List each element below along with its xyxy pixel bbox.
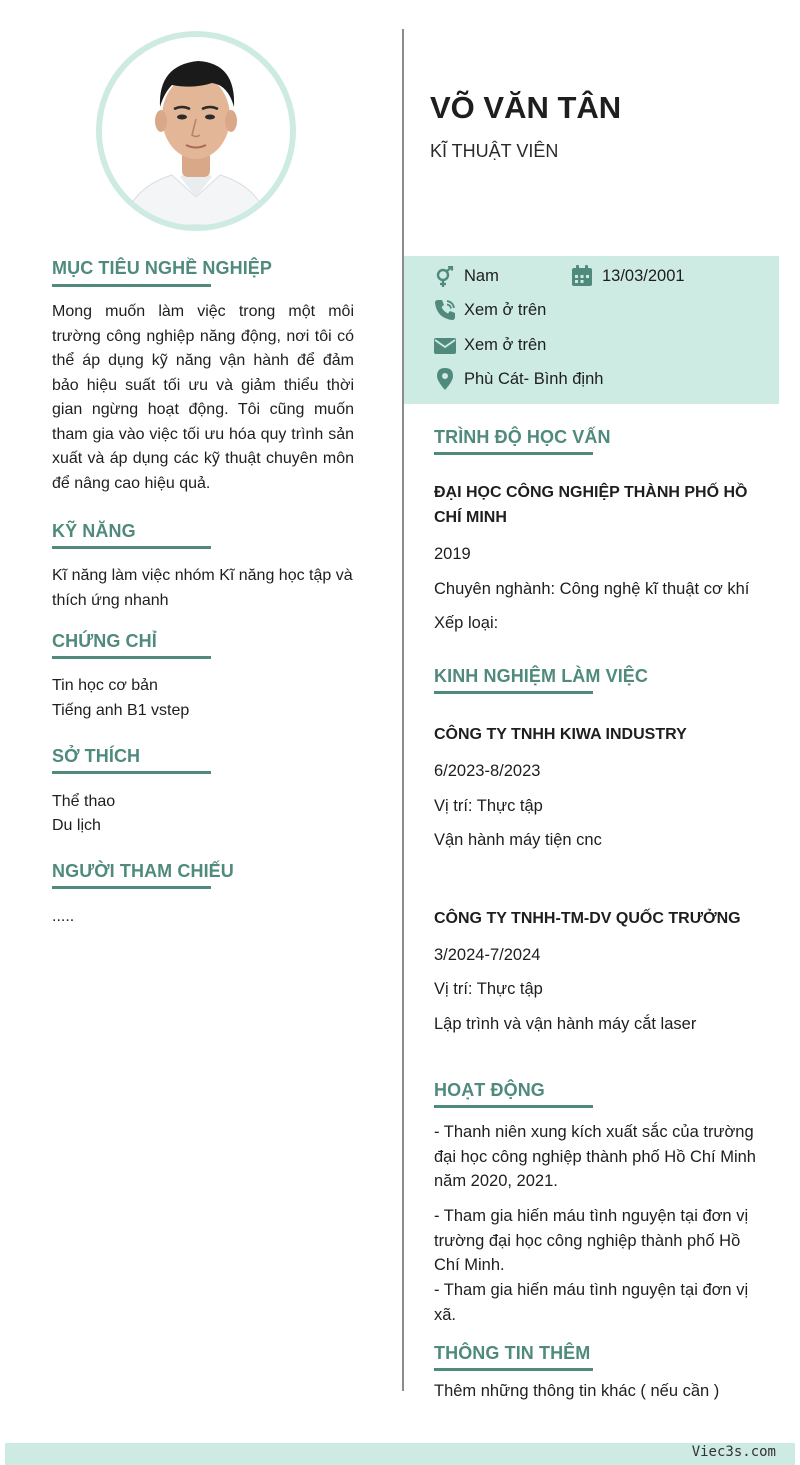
email-value: Xem ở trên — [464, 336, 547, 354]
education-major: Chuyên nghành: Công nghệ kĩ thuật cơ khí — [434, 580, 750, 598]
cert-item: Tin học cơ bản — [52, 677, 158, 694]
skills-text: Kĩ năng làm việc nhóm Kĩ năng học tập và thích ứng nhanh — [52, 567, 353, 609]
portrait-photo — [102, 37, 290, 225]
references-underline — [52, 886, 211, 889]
education-heading: TRÌNH ĐỘ HỌC VẤN — [434, 427, 611, 447]
certs-underline — [52, 656, 211, 659]
company-name: CÔNG TY TNHH KIWA INDUSTRY — [434, 726, 687, 743]
references-text: ..... — [52, 908, 75, 925]
job-period: 6/2023-8/2023 — [434, 762, 541, 780]
mail-icon — [434, 335, 456, 357]
footer-watermark[interactable]: Viec3s.com — [691, 1444, 776, 1460]
job-position: Vị trí: Thực tập — [434, 797, 543, 815]
school-name: ĐẠI HỌC CÔNG NGHIỆP THÀNH PHỐ HỒ — [434, 484, 748, 501]
column-divider — [402, 29, 404, 1391]
experience-underline — [434, 691, 593, 694]
job-title: KĨ THUẬT VIÊN — [430, 141, 559, 161]
location-icon — [434, 368, 456, 390]
certs-heading: CHỨNG CHỈ — [52, 631, 157, 651]
education-grade: Xếp loại: — [434, 614, 499, 632]
candidate-name: VÕ VĂN TÂN — [430, 90, 622, 125]
cert-item: Tiếng anh B1 vstep — [52, 702, 190, 719]
phone-value: Xem ở trên — [464, 301, 547, 319]
address-value: Phù Cát- Bình định — [464, 370, 604, 388]
education-year: 2019 — [434, 545, 471, 563]
footer-bar — [5, 1443, 795, 1465]
objective-underline — [52, 284, 211, 287]
phone-icon — [434, 299, 456, 321]
hobby-item: Thể thao — [52, 793, 116, 810]
gender-value: Nam — [464, 267, 499, 285]
job-period: 3/2024-7/2024 — [434, 946, 541, 964]
job-description: Lập trình và vận hành máy cắt laser — [434, 1015, 697, 1033]
activities-underline — [434, 1105, 593, 1108]
activity-item: - Thanh niên xung kích xuất sắc của trường đại học công nghiệp thành phố Hồ Chí Minh năm 2020, 2021. — [434, 1123, 756, 1190]
company-name: CÔNG TY TNHH-TM-DV QUỐC TRƯỞNG — [434, 910, 741, 927]
hobbies-underline — [52, 771, 211, 774]
activity-item: - Tham gia hiến máu tình nguyện tại đơn vị trường đại học công nghiệp thành phố Hồ Chí Minh. — [434, 1207, 749, 1274]
gender-icon — [434, 266, 456, 288]
job-description: Vận hành máy tiện cnc — [434, 831, 602, 849]
extra-heading: THÔNG TIN THÊM — [434, 1343, 591, 1363]
calendar-icon — [571, 265, 593, 287]
references-heading: NGƯỜI THAM CHIẾU — [52, 861, 234, 881]
objective-text: Mong muốn làm việc trong một môi trường công nghiệp năng động, nơi tôi có thể áp dụng kỹ năng vận hành để đảm bảo hiệu suất tối ưu và giảm thiểu thời gian ngừng hoạt động. Tôi cũng muốn tham gia vào việc tối ưu hóa quy trình sản xuất và áp dụng các kỹ thuật chuyên môn để nâng cao hiệu quả. — [52, 303, 354, 492]
objective-heading: MỤC TIÊU NGHỀ NGHIỆP — [52, 258, 273, 278]
extra-underline — [434, 1368, 593, 1371]
hobby-item: Du lịch — [52, 817, 101, 834]
extra-text: Thêm những thông tin khác ( nếu cần ) — [434, 1382, 720, 1400]
avatar — [96, 31, 296, 231]
skills-underline — [52, 546, 211, 549]
skills-heading: KỸ NĂNG — [52, 521, 136, 541]
education-underline — [434, 452, 593, 455]
activities-heading: HOẠT ĐỘNG — [434, 1080, 545, 1100]
job-position: Vị trí: Thực tập — [434, 980, 543, 998]
birthday-value: 13/03/2001 — [602, 267, 685, 285]
school-name: CHÍ MINH — [434, 509, 507, 526]
experience-heading: KINH NGHIỆM LÀM VIỆC — [434, 666, 649, 686]
hobbies-heading: SỞ THÍCH — [52, 746, 141, 766]
activity-item: - Tham gia hiến máu tình nguyện tại đơn vị xã. — [434, 1281, 749, 1324]
